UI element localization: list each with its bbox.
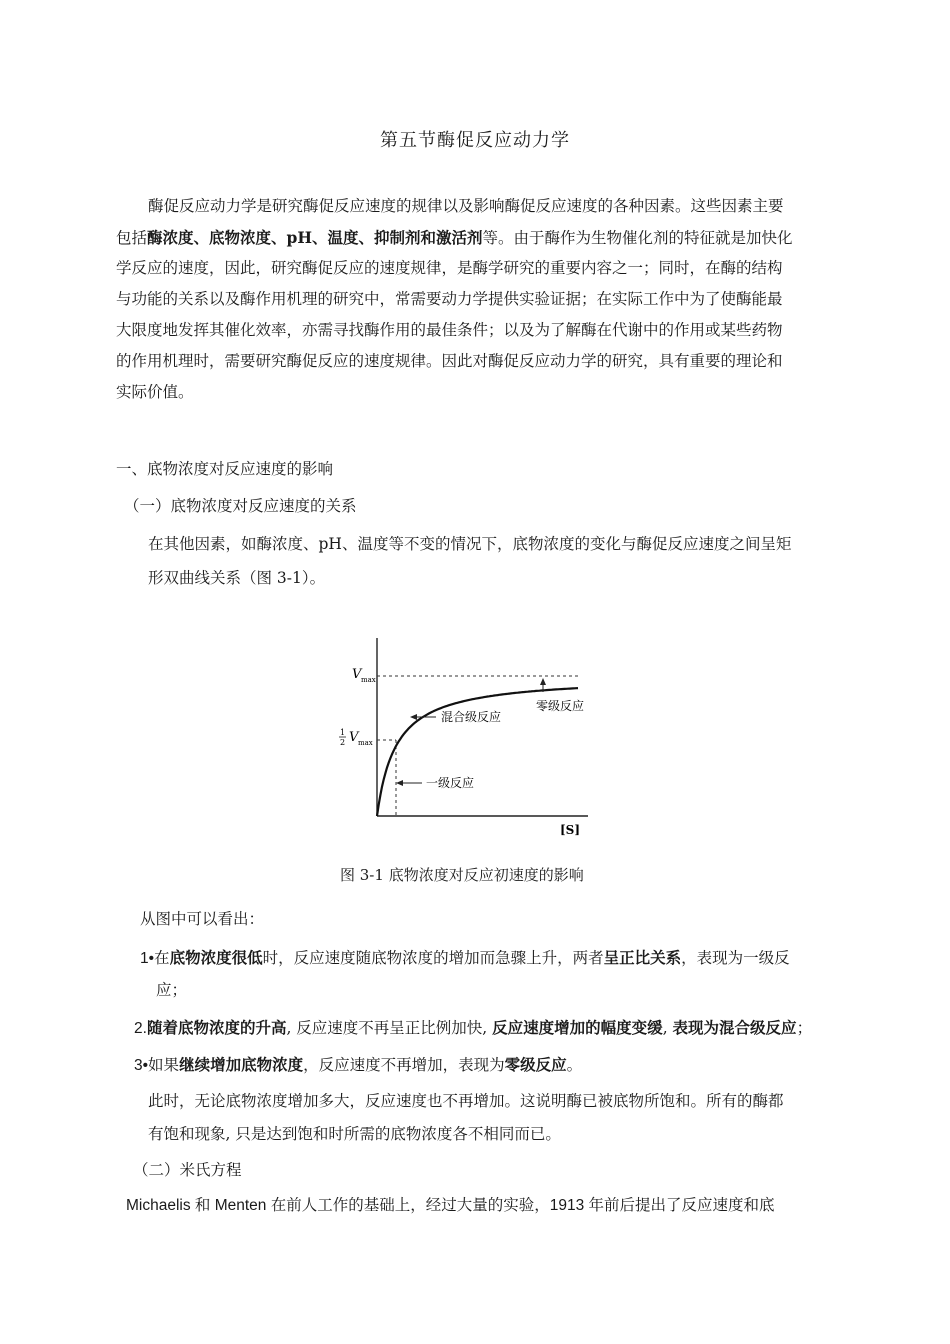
vmax-subscript: max: [361, 676, 376, 684]
observation-item-2: 2.随着底物浓度的升高, 反应速度不再呈正比例加快, 反应速度增加的幅度变缓, 表现为混合级反应；: [134, 1018, 813, 1037]
observation-item-1: 1•在底物浓度很低时，反应速度随底物浓度的增加而急骤上升，两者呈正比关系，表现为一级反: [140, 948, 790, 967]
subsection-heading-1: （一）底物浓度对反应速度的关系: [124, 497, 357, 515]
half-denominator: 2: [340, 738, 346, 747]
intro-line-6: 的作用机理时，需要研究酶促反应的速度规律。因此对酶促反应动力学的研究，具有重要的理论和: [116, 352, 783, 370]
half-numerator: 1: [340, 728, 346, 737]
intro-line-3: 学反应的速度，因此，研究酶促反应的速度规律，是酶学研究的重要内容之一；同时，在酶的结构: [116, 259, 783, 277]
subsection-heading-2: （二）米氏方程: [133, 1161, 242, 1179]
page-title: 第五节酶促反应动力学: [380, 130, 570, 151]
observation-item-3: 3•如果继续增加底物浓度，反应速度不再增加，表现为零级反应。: [134, 1055, 583, 1074]
mixed-order-label: 混合级反应: [441, 710, 502, 724]
section2-line-1: Michaelis 和 Menten 在前人工作的基础上，经过大量的实验，1913 年前后提出了反应速度和底: [126, 1197, 775, 1214]
section1-para-line-1: 在其他因素，如酶浓度、pH、温度等不变的情况下，底物浓度的变化与酶促反应速度之间呈矩: [148, 535, 792, 553]
intro-line-5: 大限度地发挥其催化效率，亦需寻找酶作用的最佳条件；以及为了解酶在代谢中的作用或某些药物: [116, 321, 783, 339]
saturation-note-line-1: 此时，无论底物浓度增加多大，反应速度也不再增加。这说明酶已被底物所饱和。所有的酶都: [148, 1092, 784, 1110]
intro-line-4: 与功能的关系以及酶作用机理的研究中，常需要动力学提供实验证据；在实际工作中为了使酶能最: [116, 290, 783, 308]
saturation-note-line-2: 有饱和现象, 只是达到饱和时所需的底物浓度各不相同而已。: [148, 1125, 561, 1143]
first-order-arrowhead: [396, 780, 403, 786]
half-vmax-subscript: max: [358, 739, 373, 747]
x-axis-label: [S]: [560, 823, 581, 837]
mixed-order-arrowhead: [410, 714, 417, 720]
vmax-label: V: [352, 667, 362, 682]
figure-caption: 图 3-1 底物浓度对反应初速度的影响: [340, 866, 584, 884]
intro-line-1: 酶促反应动力学是研究酶促反应速度的规律以及影响酶促反应速度的各种因素。这些因素主要: [148, 197, 784, 215]
intro-line-7: 实际价值。: [116, 383, 194, 401]
section1-para-line-2: 形双曲线关系（图 3-1）。: [148, 569, 326, 587]
first-order-label: 一级反应: [426, 776, 475, 790]
section-heading-1: 一、底物浓度对反应速度的影响: [116, 460, 334, 478]
intro-line-2: 包括酶浓度、底物浓度、pH、温度、抑制剂和激活剂等。由于酶作为生物催化剂的特征就是加快化: [116, 228, 793, 247]
observation-item-1-cont: 应；: [156, 981, 188, 999]
zero-order-arrowhead: [540, 678, 546, 685]
half-vmax-label: V: [349, 730, 359, 745]
observations-intro: 从图中可以看出：: [140, 910, 265, 928]
zero-order-label: 零级反应: [536, 699, 585, 713]
michaelis-menten-figure: [330, 630, 600, 845]
